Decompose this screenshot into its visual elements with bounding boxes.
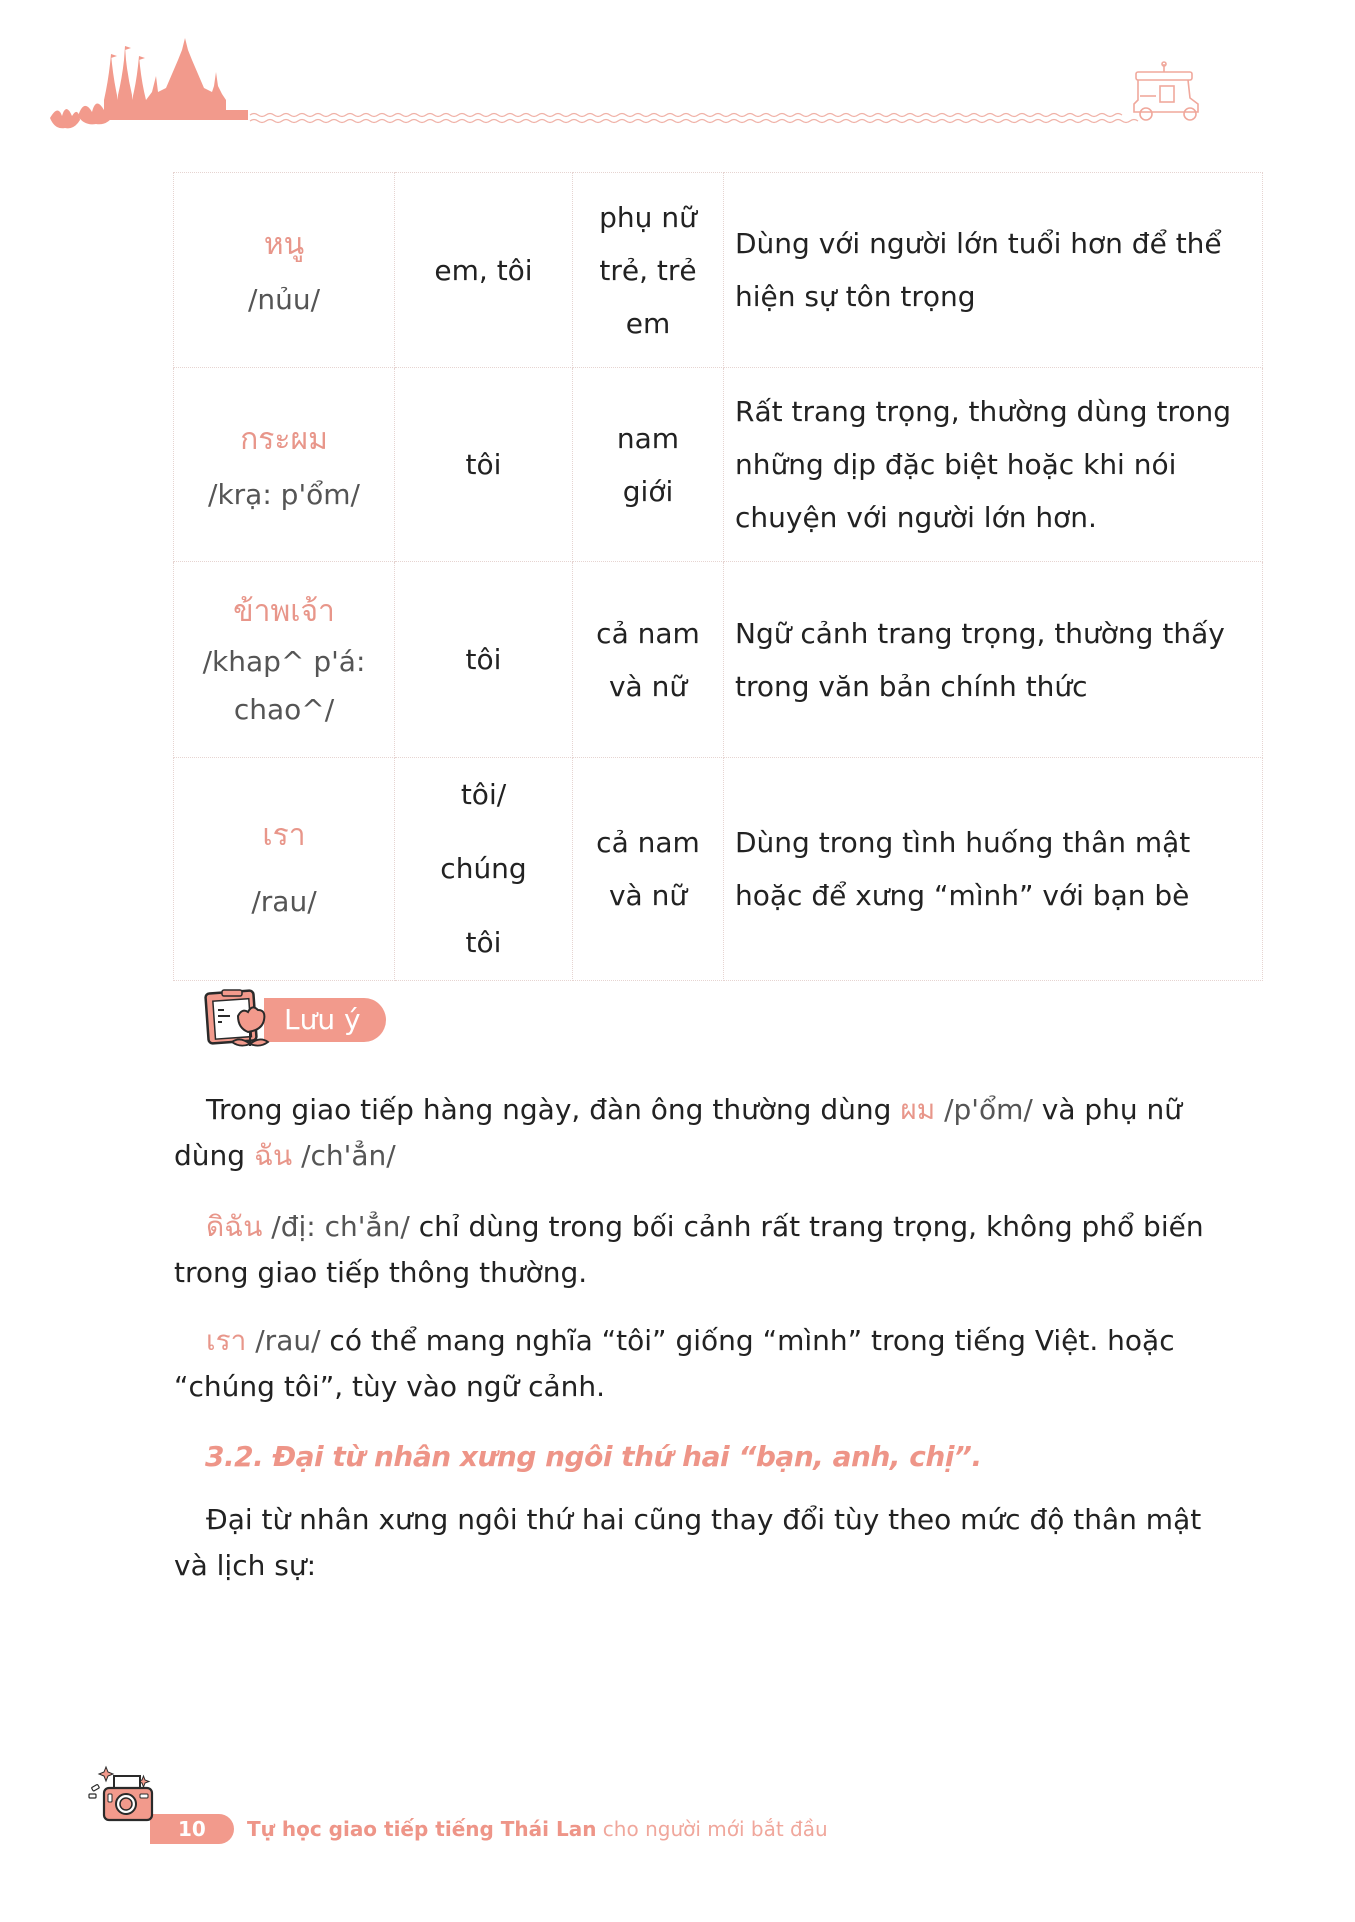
- thai-word: กระผม: [240, 421, 328, 457]
- paragraph-text: có thể mang nghĩa “tôi” giống “mình” trong tiếng Việt. hoặc “chúng tôi”, tùy vào ngữ cảnh.: [174, 1324, 1175, 1403]
- romanization: /đị: ch'ẳn/: [262, 1210, 410, 1243]
- table-row: [174, 562, 1263, 758]
- paragraph-text: và phụ nữ dùng: [174, 1093, 1183, 1172]
- meaning-cell: em, tôi: [395, 173, 573, 368]
- user-cell: cả nam và nữ: [573, 758, 724, 981]
- table-row: [174, 758, 1263, 981]
- thai-word: ผม: [900, 1093, 936, 1126]
- thai-word: ฉัน: [253, 1139, 293, 1172]
- intro-paragraph: Đại từ nhân xưng ngôi thứ hai cũng thay đổi tùy theo mức độ thân mật và lịch sự:: [174, 1503, 1202, 1582]
- page-number: 10: [178, 1817, 206, 1841]
- note-label: Lưu ý: [284, 1003, 361, 1036]
- description-cell: Dùng với người lớn tuổi hơn để thể hiện sự tôn trọng: [724, 173, 1263, 368]
- romanization: /nủu/: [247, 283, 321, 316]
- user-cell: phụ nữ trẻ, trẻ em: [573, 173, 724, 368]
- romanization: /ch'ẳn/: [292, 1139, 396, 1172]
- thai-word-cell: [174, 368, 395, 562]
- book-title-bold: Tự học giao tiếp tiếng Thái Lan: [247, 1817, 597, 1841]
- thai-word: เรา: [262, 818, 306, 853]
- note-paragraph: [174, 1318, 1204, 1410]
- wavy-divider: [250, 114, 1138, 123]
- romanization: /p'ổm/: [935, 1093, 1033, 1126]
- thai-word-cell: [174, 173, 395, 368]
- thai-word: ข้าพเจ้า: [233, 593, 335, 629]
- paragraph-text: Trong giao tiếp hàng ngày, đàn ông thường dùng: [206, 1093, 901, 1126]
- description-cell: Ngữ cảnh trang trọng, thường thấy trong văn bản chính thức: [724, 562, 1263, 758]
- romanization: /krạ: p'ổm/: [208, 477, 360, 511]
- tuk-tuk-icon: [1134, 62, 1198, 120]
- romanization: /khap^ p'á: chao^/: [202, 644, 366, 726]
- thai-word-cell: [174, 758, 395, 981]
- romanization: /rau/: [246, 1324, 321, 1357]
- thai-word-cell: [174, 562, 395, 758]
- book-title-light: cho người mới bắt đầu: [596, 1817, 828, 1841]
- header-decoration: [0, 0, 1355, 140]
- meaning-cell: tôi: [395, 562, 573, 758]
- table-row: [174, 173, 1263, 368]
- note-paragraph: [174, 1204, 1204, 1296]
- note-badge: [204, 988, 404, 1052]
- thai-word: เรา: [206, 1324, 247, 1357]
- note-paragraph: [174, 1087, 1204, 1179]
- camera-icon: [86, 1764, 176, 1824]
- section-heading: 3.2. Đại từ nhân xưng ngôi thứ hai “bạn, anh, chị”.: [205, 1440, 982, 1473]
- description-cell: Rất trang trọng, thường dùng trong những dịp đặc biệt hoặc khi nói chuyện với người lớn hơn.: [724, 368, 1263, 562]
- user-cell: cả nam và nữ: [573, 562, 724, 758]
- description-cell: Dùng trong tình huống thân mật hoặc để xưng “mình” với bạn bè: [724, 758, 1263, 981]
- meaning-cell: tôi: [395, 368, 573, 562]
- table-row: [174, 368, 1263, 562]
- clipboard-flower-icon: [204, 988, 294, 1052]
- paragraph-text: chỉ dùng trong bối cảnh rất trang trọng, không phổ biến trong giao tiếp thông thường.: [174, 1210, 1204, 1289]
- meaning-cell: tôi/ chúng tôi: [395, 758, 573, 981]
- thai-word: หนู: [263, 227, 305, 262]
- book-title: [247, 1812, 828, 1846]
- romanization: /rau/: [251, 885, 317, 918]
- thai-word: ดิฉัน: [206, 1210, 263, 1243]
- thai-temple-icon: [104, 38, 248, 120]
- user-cell: nam giới: [573, 368, 724, 562]
- pronoun-table: [173, 172, 1263, 981]
